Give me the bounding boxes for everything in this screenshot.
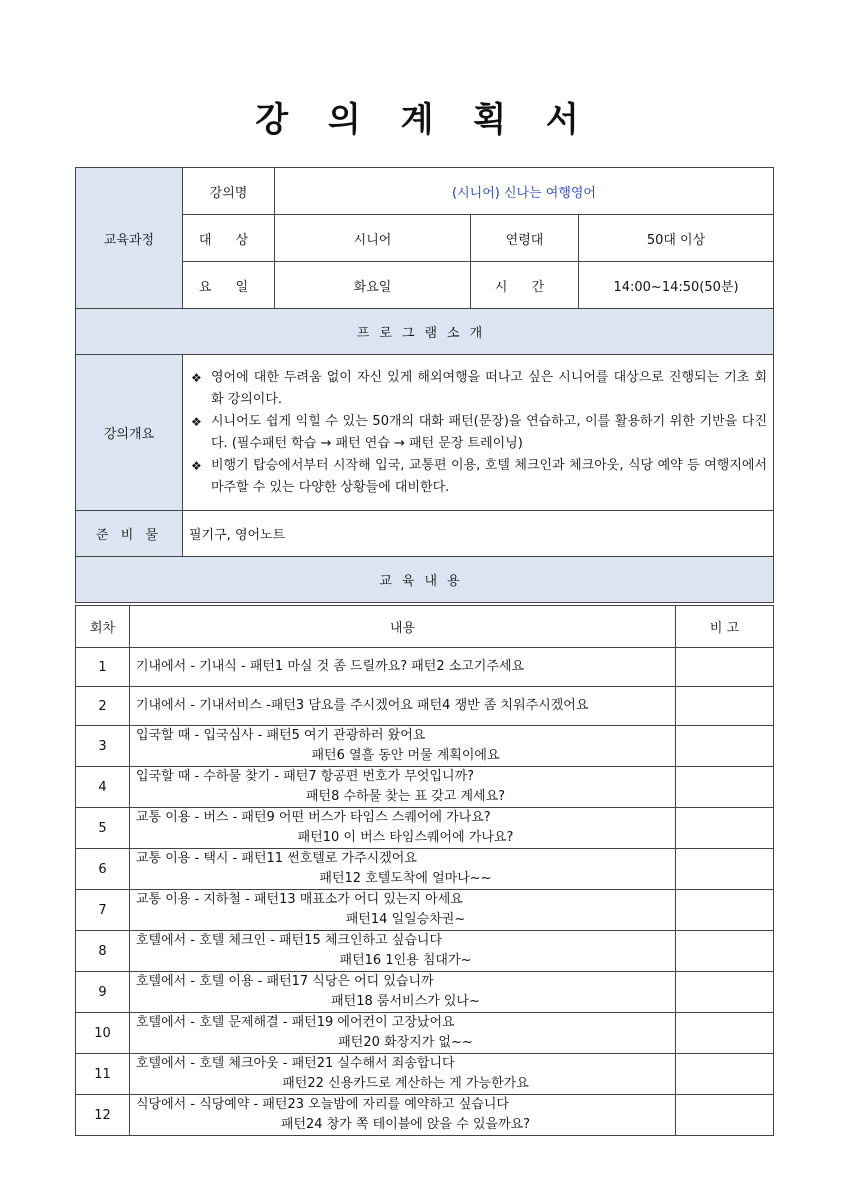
session-note bbox=[676, 808, 774, 849]
session-content-line: 패턴16 1인용 침대가~ bbox=[339, 953, 472, 968]
overview-bullet: ❖ 비행기 탑승에서부터 시작해 입국, 교통편 이용, 호텔 체크인과 체크아웃, 식당 예약 등 여행지에서 마주할 수 있는 다양한 상황들에 대비한다. bbox=[191, 455, 767, 499]
session-content bbox=[130, 972, 676, 1013]
session-number: 12 bbox=[76, 1095, 130, 1136]
session-content bbox=[130, 1013, 676, 1054]
session-number: 4 bbox=[76, 767, 130, 808]
table-row bbox=[76, 808, 774, 849]
program-header: 프로그램소개 bbox=[76, 309, 774, 355]
session-content bbox=[130, 1054, 676, 1095]
table-row bbox=[76, 726, 774, 767]
content-table bbox=[75, 605, 774, 1136]
session-number: 7 bbox=[76, 890, 130, 931]
session-content-line: 기내에서 - 기내식 - 패턴1 마실 것 좀 드릴까요? 패턴2 소고기주세요 bbox=[136, 659, 525, 674]
session-note bbox=[676, 687, 774, 726]
session-content-line: 패턴6 열흘 동안 머물 계획이에요 bbox=[311, 748, 500, 763]
time-label: 시 간 bbox=[471, 262, 579, 309]
day-value: 화요일 bbox=[275, 262, 471, 309]
day-label: 요 일 bbox=[183, 262, 275, 309]
session-content-line: 호텔에서 - 호텔 체크인 - 패턴15 체크인하고 싶습니다 bbox=[136, 933, 443, 948]
materials-label: 준 비 물 bbox=[76, 511, 183, 557]
session-note bbox=[676, 1095, 774, 1136]
session-note bbox=[676, 972, 774, 1013]
session-content-line: 식당에서 - 식당예약 - 패턴23 오늘밤에 자리를 예약하고 싶습니다 bbox=[136, 1097, 509, 1112]
overview-label: 강의개요 bbox=[76, 355, 183, 511]
col-session-header: 회차 bbox=[76, 606, 130, 648]
table-row bbox=[76, 1095, 774, 1136]
content-rows bbox=[76, 648, 774, 1136]
session-content-line: 패턴24 창가 쪽 테이블에 앉을 수 있을까요? bbox=[280, 1117, 531, 1132]
overview-bullet: ❖ 영어에 대한 두려움 없이 자신 있게 해외여행을 떠나고 싶은 시니어를 대상으로 진행되는 기초 회화 강의이다. bbox=[191, 367, 767, 411]
table-row bbox=[76, 1013, 774, 1054]
session-content-line: 패턴14 일일승차권~ bbox=[345, 912, 466, 927]
session-content-line: 패턴8 수하물 찾는 표 갖고 계세요? bbox=[305, 789, 506, 804]
session-content bbox=[130, 1095, 676, 1136]
session-content bbox=[130, 849, 676, 890]
col-note-header: 비 고 bbox=[676, 606, 774, 648]
session-content bbox=[130, 808, 676, 849]
table-row bbox=[76, 931, 774, 972]
course-name-label: 강의명 bbox=[183, 168, 275, 215]
table-row bbox=[76, 687, 774, 726]
target-value: 시니어 bbox=[275, 215, 471, 262]
course-label: 교육과정 bbox=[76, 168, 183, 309]
session-content-line: 교통 이용 - 택시 - 패턴11 썬호텔로 가주시겠어요 bbox=[136, 851, 417, 866]
session-content-line: 교통 이용 - 버스 - 패턴9 어떤 버스가 타임스 스퀘어에 가나요? bbox=[136, 810, 491, 825]
table-row bbox=[76, 648, 774, 687]
course-info-table bbox=[75, 167, 774, 603]
col-content-header: 내용 bbox=[130, 606, 676, 648]
session-content-line: 패턴12 호텔도착에 얼마나~~ bbox=[319, 871, 492, 886]
session-content bbox=[130, 648, 676, 687]
session-number: 11 bbox=[76, 1054, 130, 1095]
session-content-line: 입국할 때 - 수하물 찾기 - 패턴7 항공편 번호가 무엇입니까? bbox=[136, 769, 475, 784]
session-content-line: 호텔에서 - 호텔 문제해결 - 패턴19 에어컨이 고장났어요 bbox=[136, 1015, 455, 1030]
time-value: 14:00~14:50(50분) bbox=[579, 262, 774, 309]
session-note bbox=[676, 1013, 774, 1054]
session-content-line: 패턴20 화장지가 없~~ bbox=[338, 1035, 473, 1050]
table-row bbox=[76, 767, 774, 808]
session-content-line: 패턴10 이 버스 타임스퀘어에 가나요? bbox=[297, 830, 514, 845]
session-number: 5 bbox=[76, 808, 130, 849]
table-row bbox=[76, 890, 774, 931]
session-content bbox=[130, 767, 676, 808]
session-number: 6 bbox=[76, 849, 130, 890]
page-title: 강 의 계 획 서 bbox=[255, 100, 593, 140]
age-value: 50대 이상 bbox=[579, 215, 774, 262]
session-note bbox=[676, 931, 774, 972]
session-content-line: 호텔에서 - 호텔 이용 - 패턴17 식당은 어디 있습니까 bbox=[136, 974, 434, 989]
session-content-line: 패턴22 신용카드로 계산하는 게 가능한가요 bbox=[282, 1076, 529, 1091]
overview-content bbox=[183, 355, 774, 511]
session-number: 10 bbox=[76, 1013, 130, 1054]
session-content bbox=[130, 726, 676, 767]
session-number: 9 bbox=[76, 972, 130, 1013]
table-row bbox=[76, 849, 774, 890]
session-content bbox=[130, 931, 676, 972]
diamond-bullet-icon: ❖ bbox=[191, 414, 202, 429]
session-content-line: 기내에서 - 기내서비스 -패턴3 담요를 주시겠어요 패턴4 쟁반 좀 치워주시겠어요 bbox=[136, 698, 589, 713]
table-row bbox=[76, 1054, 774, 1095]
overview-bullet: ❖ 시니어도 쉽게 익힐 수 있는 50개의 대화 패턴(문장)을 연습하고, 이를 활용하기 위한 기반을 다진다. (필수패턴 학습 → 패턴 연습 → 패턴 문장 트레이닝) bbox=[191, 411, 767, 455]
session-content bbox=[130, 890, 676, 931]
diamond-bullet-icon: ❖ bbox=[191, 458, 202, 473]
session-number: 3 bbox=[76, 726, 130, 767]
session-content-line: 입국할 때 - 입국심사 - 패턴5 여기 관광하러 왔어요 bbox=[136, 728, 426, 743]
table-row bbox=[76, 972, 774, 1013]
session-note bbox=[676, 648, 774, 687]
target-label: 대 상 bbox=[183, 215, 275, 262]
course-name-value: (시니어) 신나는 여행영어 bbox=[275, 168, 774, 215]
session-content-line: 패턴18 룸서비스가 있나~ bbox=[331, 994, 480, 1009]
content-header: 교육내용 bbox=[76, 557, 774, 603]
session-number: 8 bbox=[76, 931, 130, 972]
session-number: 2 bbox=[76, 687, 130, 726]
session-note bbox=[676, 890, 774, 931]
session-note bbox=[676, 1054, 774, 1095]
age-label: 연령대 bbox=[471, 215, 579, 262]
session-note bbox=[676, 849, 774, 890]
diamond-bullet-icon: ❖ bbox=[191, 370, 202, 385]
session-content bbox=[130, 687, 676, 726]
session-content-line: 호텔에서 - 호텔 체크아웃 - 패턴21 실수해서 죄송합니다 bbox=[136, 1056, 455, 1071]
session-content-line: 교통 이용 - 지하철 - 패턴13 매표소가 어디 있는지 아세요 bbox=[136, 892, 463, 907]
session-number: 1 bbox=[76, 648, 130, 687]
session-note bbox=[676, 767, 774, 808]
materials-value: 필기구, 영어노트 bbox=[183, 511, 774, 557]
session-note bbox=[676, 726, 774, 767]
